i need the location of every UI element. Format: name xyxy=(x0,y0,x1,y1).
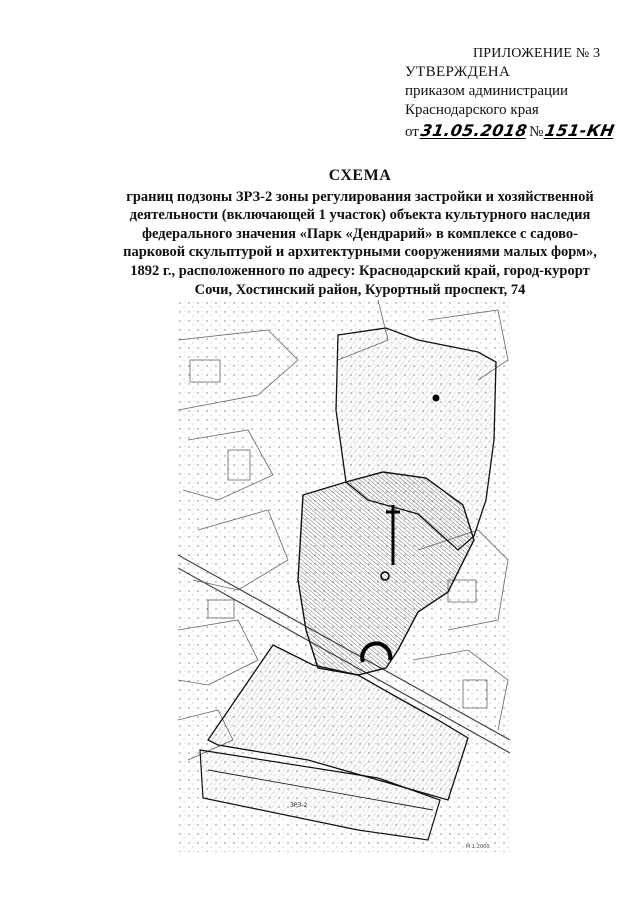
approval-date-number xyxy=(405,121,637,142)
handwritten-number: 151-КН xyxy=(543,121,617,140)
title-line-4: парковой скульптурой и архитектурными сооружениями малых форм», xyxy=(123,244,597,261)
number-prefix: № xyxy=(529,124,544,140)
title-line-1: границ подзоны ЗРЗ-2 зоны регулирования застройки и хозяйственной xyxy=(126,188,594,205)
zone-map xyxy=(178,300,510,852)
document-title xyxy=(100,167,620,299)
approval-region-line: Краснодарского края xyxy=(405,102,539,118)
approval-block xyxy=(405,44,637,142)
handwritten-date: 31.05.2018 xyxy=(419,121,529,140)
landmark-dot xyxy=(433,395,440,402)
map-scale-note: М 1:2000 xyxy=(466,844,490,850)
title-line-2: деятельности (включающей 1 участок) объекта культурного наследия xyxy=(129,207,591,224)
title-line-3: федерального значения «Парк «Дендрарий» в комплексе с садово- xyxy=(142,225,578,242)
zone-label: ЗРЗ-2 xyxy=(290,802,308,809)
title-line-5: 1892 г., расположенного по адресу: Краснодарский край, город-курорт xyxy=(130,262,590,279)
appendix-label: ПРИЛОЖЕНИЕ № 3 xyxy=(473,46,601,61)
from-prefix: от xyxy=(405,124,419,140)
zone-map-svg xyxy=(178,300,510,852)
approval-order-line: приказом администрации xyxy=(405,83,569,99)
title-heading: СХЕМА xyxy=(328,167,392,184)
approved-label: УТВЕРЖДЕНА xyxy=(405,64,511,80)
title-line-6: Сочи, Хостинский район, Курортный проспект, 74 xyxy=(194,281,526,298)
